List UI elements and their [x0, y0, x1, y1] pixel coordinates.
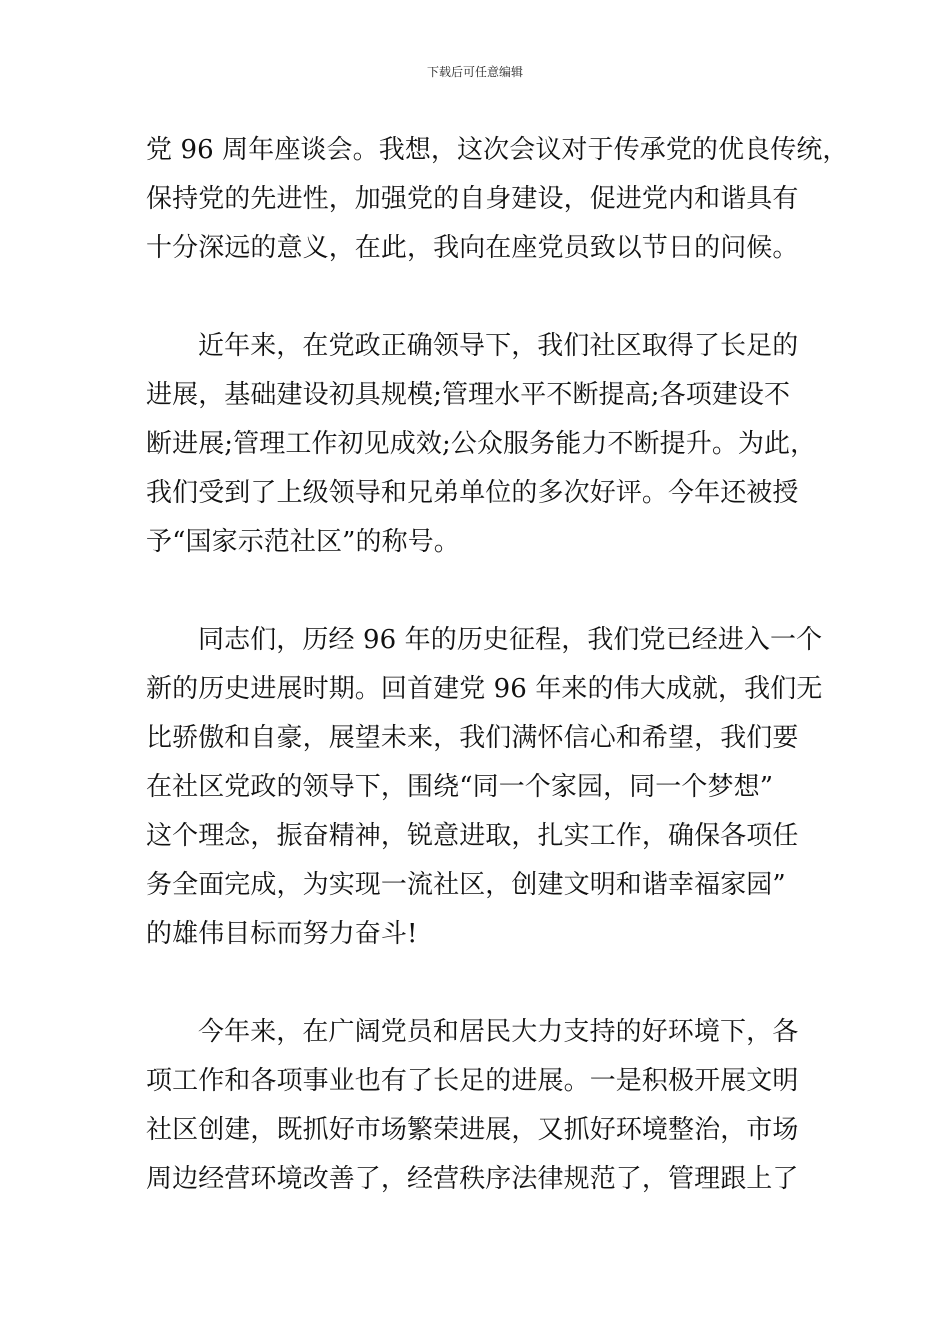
paragraph-gap	[146, 273, 814, 322]
text-line: 断进展;管理工作初见成效;公众服务能力不断提升。为此，	[146, 429, 817, 459]
text-line: 今年来，在广阔党员和居民大力支持的好环境下，各	[198, 1017, 799, 1047]
text-line: 这个理念，振奋精神，锐意进取，扎实工作，确保各项任	[146, 821, 799, 851]
text-line: 同志们，历经 96 年的历史征程，我们党已经进入一个	[198, 625, 823, 655]
paragraph-gap	[146, 959, 814, 1008]
page-header-note: 下载后可任意编辑	[426, 65, 523, 79]
paragraph-3	[146, 616, 823, 959]
text-line: 党 96 周年座谈会。我想，这次会议对于传承党的优良传统，	[146, 135, 849, 165]
text-line: 十分深远的意义，在此，我向在座党员致以节日的问候。	[146, 233, 799, 263]
document-body	[146, 126, 849, 1204]
paragraph-gap	[146, 567, 814, 616]
text-line: 社区创建，既抓好市场繁荣进展，又抓好环境整治，市场	[146, 1115, 799, 1145]
paragraph-4	[146, 1008, 814, 1204]
text-line: 进展，基础建设初具规模;管理水平不断提高;各项建设不	[146, 380, 791, 410]
text-line: 我们受到了上级领导和兄弟单位的多次好评。今年还被授	[146, 478, 799, 508]
text-line: 项工作和各项事业也有了长足的进展。一是积极开展文明	[146, 1066, 799, 1096]
text-line: 务全面完成，为实现一流社区，创建文明和谐幸福家园”	[146, 870, 786, 900]
paragraph-2	[146, 322, 817, 567]
text-line: 周边经营环境改善了，经营秩序法律规范了，管理跟上了	[146, 1164, 799, 1194]
text-line: 的雄伟目标而努力奋斗!	[146, 919, 418, 949]
paragraph-1	[146, 126, 849, 273]
text-line: 新的历史进展时期。回首建党 96 年来的伟大成就，我们无	[146, 674, 823, 704]
text-line: 近年来，在党政正确领导下，我们社区取得了长足的	[198, 331, 799, 361]
text-line: 予“国家示范社区”的称号。	[146, 527, 460, 557]
text-line: 保持党的先进性，加强党的自身建设，促进党内和谐具有	[146, 184, 799, 214]
text-line: 比骄傲和自豪，展望未来，我们满怀信心和希望，我们要	[146, 723, 799, 753]
text-line: 在社区党政的领导下，围绕“同一个家园，同一个梦想”	[146, 772, 774, 802]
